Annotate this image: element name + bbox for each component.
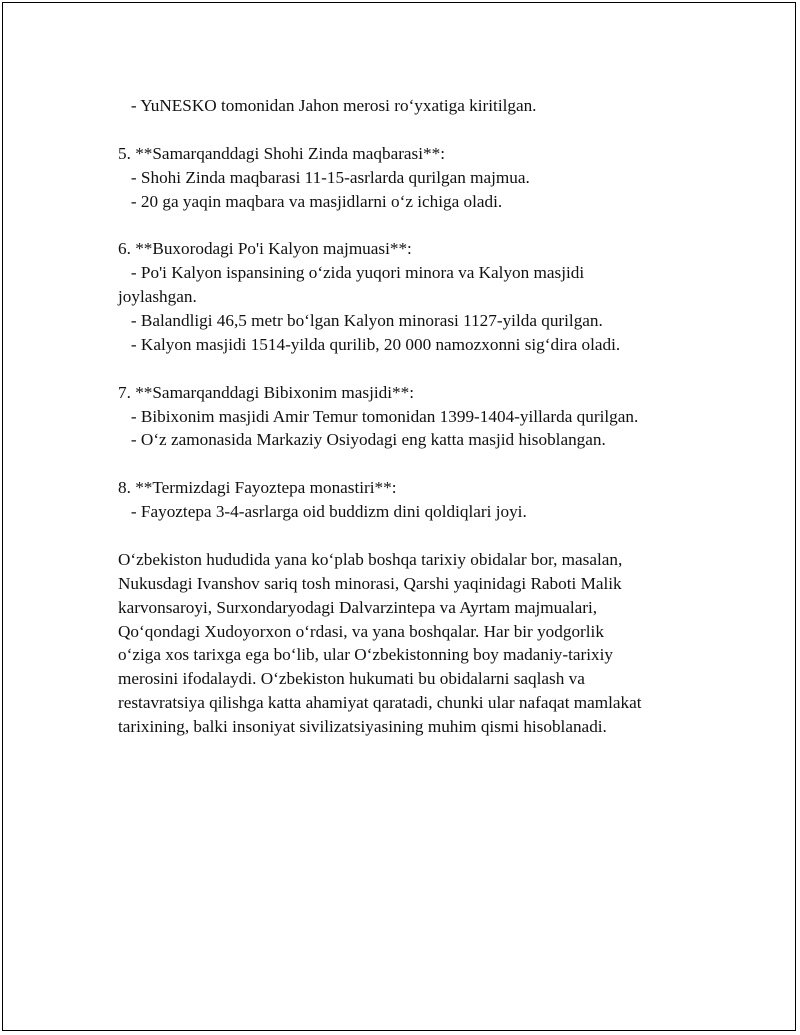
bullet-line: - O‘z zamonasida Markaziy Osiyodagi eng katta masjid hisoblangan. <box>118 430 606 450</box>
paragraph-line: tarixining, balki insoniyat sivilizatsiyasining muhim qismi hisoblanadi. <box>118 717 607 737</box>
paragraph-line: o‘ziga xos tarixga ega bo‘lib, ular O‘zbekistonning boy madaniy-tarixiy <box>118 645 613 665</box>
paragraph-line: karvonsaroyi, Surxondaryodagi Dalvarzintepa va Ayrtam majmualari, <box>118 597 598 617</box>
document-body <box>118 94 708 739</box>
bullet-line: - Fayoztepa 3-4-asrlarga oid buddizm dini qoldiqlari joyi. <box>118 502 527 522</box>
section-heading: 8. **Termizdagi Fayoztepa monastiri**: <box>118 478 397 498</box>
paragraph-line: restavratsiya qilishga katta ahamiyat qaratadi, chunki ular nafaqat mamlakat <box>118 693 642 713</box>
section-heading: 6. **Buxorodagi Po'i Kalyon majmuasi**: <box>118 239 412 259</box>
paragraph-line: Qo‘qondagi Xudoyorxon o‘rdasi, va yana boshqalar. Har bir yodgorlik <box>118 621 604 641</box>
section-heading: 5. **Samarqanddagi Shohi Zinda maqbarasi**: <box>118 143 445 163</box>
paragraph-gap <box>118 452 708 476</box>
bullet-line: - Po'i Kalyon ispansining o‘zida yuqori minora va Kalyon masjidi <box>118 263 585 283</box>
paragraph-gap <box>118 357 708 381</box>
document-page <box>2 2 796 1031</box>
intro-bullet: - YuNESKO tomonidan Jahon merosi ro‘yxatiga kiritilgan. <box>118 96 537 115</box>
paragraph-gap <box>118 118 708 142</box>
bullet-line: joylashgan. <box>118 287 197 307</box>
paragraph-line: O‘zbekiston hududida yana ko‘plab boshqa tarixiy obidalar bor, masalan, <box>118 549 623 569</box>
closing-paragraph <box>118 548 708 739</box>
bullet-line: - Balandligi 46,5 metr bo‘lgan Kalyon minorasi 1127-yilda qurilgan. <box>118 311 603 331</box>
bullet-line: - Kalyon masjidi 1514-yilda qurilib, 20 000 namozxonni sig‘dira oladi. <box>118 334 621 354</box>
section-heading: 7. **Samarqanddagi Bibixonim masjidi**: <box>118 382 414 402</box>
bullet-line: - Shohi Zinda maqbarasi 11-15-asrlarda qurilgan majmua. <box>118 167 530 187</box>
paragraph-gap <box>118 213 708 237</box>
bullet-line: - 20 ga yaqin maqbara va masjidlarni o‘z ichiga oladi. <box>118 191 503 211</box>
paragraph-gap <box>118 524 708 548</box>
bullet-line: - Bibixonim masjidi Amir Temur tomonidan 1399-1404-yillarda qurilgan. <box>118 406 639 426</box>
paragraph-line: merosini ifodalaydi. O‘zbekiston hukumati bu obidalarni saqlash va <box>118 669 585 689</box>
paragraph-line: Nukusdagi Ivanshov sariq tosh minorasi, Qarshi yaqinidagi Raboti Malik <box>118 573 622 593</box>
